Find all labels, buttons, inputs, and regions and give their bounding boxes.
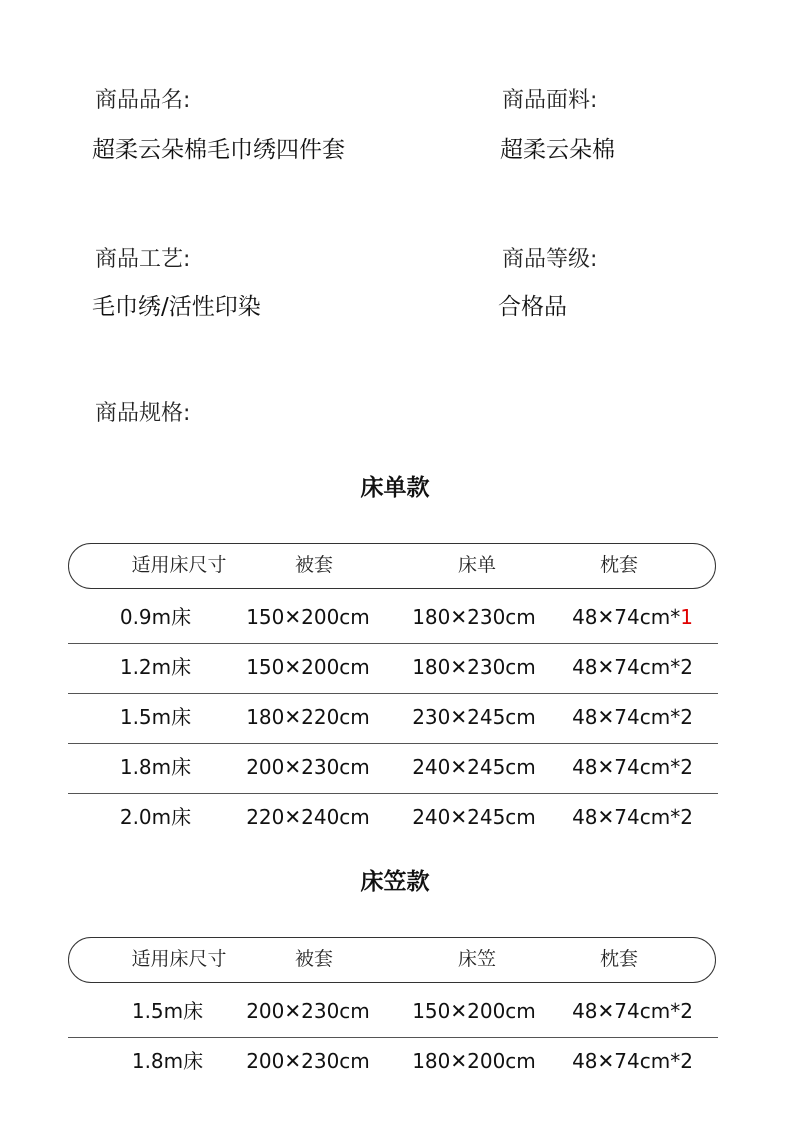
cell-pillow: 48✕74cm*2 [572,655,693,679]
pillow-size: 48✕74cm* [572,605,681,629]
cell-pillow [560,593,705,641]
fitted-table-title: 床笠款 [360,869,430,895]
cell-size: 1.8m床 [131,1049,204,1073]
table-row [68,987,718,1038]
cell-size: 1.8m床 [119,755,192,779]
cell-size: 1.5m床 [131,999,204,1023]
cell-pillow: 48✕74cm*2 [572,755,693,779]
header-fitted-sheet: 床笠 [457,948,496,970]
cell-duvet: 150✕200cm [246,605,370,629]
cell-pillow: 48✕74cm*2 [572,999,693,1023]
cell-sheet: 240✕245cm [412,805,536,829]
cell-duvet: 150✕200cm [246,655,370,679]
cell-duvet: 200✕230cm [246,999,370,1023]
fabric-value: 超柔云朵棉 [500,137,615,163]
fabric-label: 商品面料: [502,88,598,113]
header-sheet: 床单 [457,554,496,576]
table-row [68,1037,718,1087]
header-duvet: 被套 [294,948,333,970]
sheet-table-header [68,543,716,589]
cell-size: 0.9m床 [119,605,192,629]
cell-sheet: 180✕230cm [412,605,536,629]
fitted-table-header [68,937,716,983]
cell-sheet: 230✕245cm [412,705,536,729]
cell-duvet: 200✕230cm [246,1049,370,1073]
table-row [68,593,718,644]
cell-fitted-sheet: 180✕200cm [412,1049,536,1073]
table-row [68,643,718,694]
cell-duvet: 200✕230cm [246,755,370,779]
header-bed-size: 适用床尺寸 [131,948,227,970]
grade-value: 合格品 [498,294,567,320]
cell-fitted-sheet: 150✕200cm [412,999,536,1023]
product-name-label: 商品品名: [95,88,191,113]
cell-pillow: 48✕74cm*2 [572,805,693,829]
sheet-table-title: 床单款 [360,475,430,501]
table-row [68,793,718,843]
pillow-qty-highlight: 1 [680,605,693,629]
cell-size: 1.2m床 [119,655,192,679]
header-pillow: 枕套 [599,948,638,970]
table-row [68,693,718,744]
cell-pillow: 48✕74cm*2 [572,705,693,729]
cell-size: 1.5m床 [119,705,192,729]
header-duvet: 被套 [294,554,333,576]
cell-duvet: 220✕240cm [246,805,370,829]
cell-pillow: 48✕74cm*2 [572,1049,693,1073]
product-name-value: 超柔云朵棉毛巾绣四件套 [92,137,345,163]
cell-sheet: 240✕245cm [412,755,536,779]
header-pillow: 枕套 [599,554,638,576]
spec-label: 商品规格: [95,401,191,426]
craft-value: 毛巾绣/活性印染 [92,294,261,320]
cell-duvet: 180✕220cm [246,705,370,729]
header-bed-size: 适用床尺寸 [131,554,227,576]
grade-label: 商品等级: [502,247,598,272]
craft-label: 商品工艺: [95,247,191,272]
cell-size: 2.0m床 [119,805,192,829]
table-row [68,743,718,794]
cell-sheet: 180✕230cm [412,655,536,679]
